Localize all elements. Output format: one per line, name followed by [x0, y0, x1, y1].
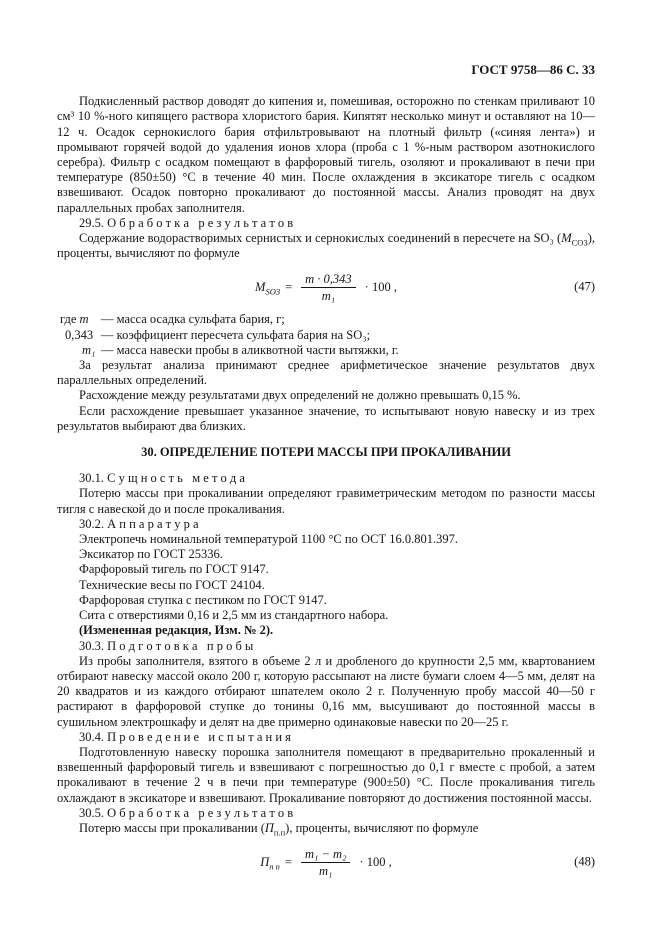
paragraph-average-result: За результат анализа принимают среднее арифметическое значение результатов двух параллельных определений.	[57, 358, 595, 388]
where-definition: — коэффициент пересчета сульфата бария на SO₃;	[101, 327, 371, 342]
where-row-coefficient	[57, 328, 595, 343]
equals-sign: =	[285, 279, 293, 294]
formula-47	[57, 270, 595, 304]
denominator: m₁	[321, 288, 336, 303]
fraction	[301, 272, 356, 303]
formula-47-tail: · 100 ,	[364, 279, 397, 294]
intro-text-before: Содержание водорастворимых сернистых и сернокислых соединений в пересчете на SO₃ (	[79, 231, 562, 246]
equals-sign: =	[284, 854, 292, 869]
var-m-capital: M	[561, 231, 572, 246]
numerator: m₁ − m₂	[301, 847, 350, 863]
fraction	[301, 847, 350, 878]
formula-47-body	[255, 272, 397, 303]
where-definition: — масса осадка сульфата бария, г;	[101, 312, 285, 327]
heading-30-2: 30.2. А п п а р а т у р а	[79, 516, 199, 531]
var-subscript: п.п	[273, 827, 286, 838]
paragraph-retest-rule: Если расхождение превышает указанное значение, то испытывают новую навеску и из трех результатов выбирают два близких.	[57, 403, 595, 433]
var-p-capital: П	[264, 820, 274, 835]
section-30-title: 30. ОПРЕДЕЛЕНИЕ ПОТЕРИ МАССЫ ПРИ ПРОКАЛИВАНИИ	[141, 445, 511, 460]
intro-text-before: Потерю массы при прокаливании (	[79, 820, 265, 835]
apparatus-item-scales: Технические весы по ГОСТ 24104.	[79, 577, 265, 592]
apparatus-item-mortar: Фарфоровая ступка с пестиком по ГОСТ 9147.	[79, 592, 327, 607]
formula-48	[57, 845, 595, 879]
where-term: m₁	[82, 342, 96, 357]
heading-29-5: 29.5. О б р а б о т к а р е з у л ь т а т о в	[79, 215, 294, 230]
formula-47-lhs: $M_{SO3}$	[255, 279, 281, 297]
where-term: 0,343	[65, 327, 94, 342]
where-row-m	[57, 312, 595, 327]
paragraph-29-procedure: Подкисленный раствор доводят до кипения и, помешивая, осторожно по стенкам приливают 10 см³ 10 %-ного кипящего раствора хлористого бария. Кипятят несколько минут и оставляют на 10—12 ч. Осадок сернокислого бария отфильтровывают на плотный фильтр («синяя лента») и промывают горячей водой до удаления ионов хлора (проба с 1 %-ным раствором азотнокислого серебра). Фильтр с осадком помещают в фарфоровый тигель, озоляют и прокаливают в печи при температуре (850±50) °С в течение 40 мин. После охлаждения в эксикаторе тигель с осадком взвешивают. Осадок повторно прокаливают до постоянной массы. Анализ проводят на двух параллельных пробах заполнителя.	[57, 94, 595, 215]
heading-30-5: 30.5. О б р а б о т к а р е з у л ь т а т о в	[79, 805, 294, 820]
equation-number-47: (47)	[574, 279, 595, 294]
page-header: ГОСТ 9758—86 С. 33	[471, 62, 595, 77]
paragraph-30-5-intro	[57, 821, 595, 836]
denominator: m₁	[319, 863, 333, 878]
amended-edition-note: (Измененная редакция, Изм. № 2).	[79, 623, 274, 638]
heading-30-1: 30.1. С у щ н о с т ь м е т о д а	[79, 471, 245, 486]
where-term: где m	[60, 312, 89, 327]
formula-48-body	[260, 847, 391, 878]
formula-48-tail: · 100 ,	[359, 854, 392, 869]
paragraph-30-1: Потерю массы при прокаливании определяют гравиметрическим методом по разности массы тигля с навеской до и после прокаливания.	[57, 486, 595, 516]
numerator: m · 0,343	[301, 272, 356, 288]
equation-number-48: (48)	[574, 854, 595, 869]
where-definitions	[57, 312, 595, 358]
heading-30-3: 30.3. П о д г о т о в к а п р о б ы	[79, 638, 254, 653]
heading-30-4: 30.4. П р о в е д е н и е и с п ы т а н и я	[79, 729, 291, 744]
apparatus-item-crucible: Фарфоровый тигель по ГОСТ 9147.	[79, 562, 269, 577]
paragraph-30-4: Подготовленную навеску порошка заполнителя помещают в предварительно прокаленный и взвешенный фарфоровый тигель и взвешивают с погрешностью до 0,1 г вместе с пробой, а затем прокаливают в течение 2 ч в печи при температуре (900±50) °С. После прокаливания тигель охлаждают в эксикаторе и взвешивают. Прокаливание повторяют до достижения постоянной массы.	[57, 744, 595, 805]
intro-text-after: ), проценты, вычисляют по формуле	[285, 820, 479, 835]
where-row-m1	[57, 343, 595, 358]
apparatus-item-furnace: Электропечь номинальной температурой 1100 °С по ОСТ 16.0.801.397.	[79, 532, 458, 547]
paragraph-29-5-intro	[57, 231, 595, 261]
where-definition: — масса навески пробы в аликвотной части вытяжки, г.	[101, 342, 399, 357]
apparatus-item-sieves: Сита с отверстиями 0,16 и 2,5 мм из стандартного набора.	[79, 608, 389, 623]
intro-text-after: ), проценты, вычисляют по формуле	[57, 231, 595, 261]
var-subscript: CO3	[571, 237, 588, 248]
apparatus-item-desiccator: Эксикатор по ГОСТ 25336.	[79, 547, 223, 562]
formula-48-lhs: $П_{п п}$	[260, 854, 280, 872]
paragraph-discrepancy-limit: Расхождение между результатами двух определений не должно превышать 0,15 %.	[79, 388, 521, 403]
paragraph-30-3: Из пробы заполнителя, взятого в объеме 2 л и дробленого до крупности 2,5 мм, квартованием отбирают навеску массой около 200 г, которую рассыпают на листе бумаги слоем 4—5 мм, делят на 20 квадратов и из каждого отбирают шпателем около 2 г. Полученную пробу массой 40—50 г растирают в фарфоровой ступке до тонины 0,16 мм, высушивают до постоянной массы в сушильном электрошкафу и делят на две примерно одинаковые навески по 20—25 г.	[57, 653, 595, 729]
